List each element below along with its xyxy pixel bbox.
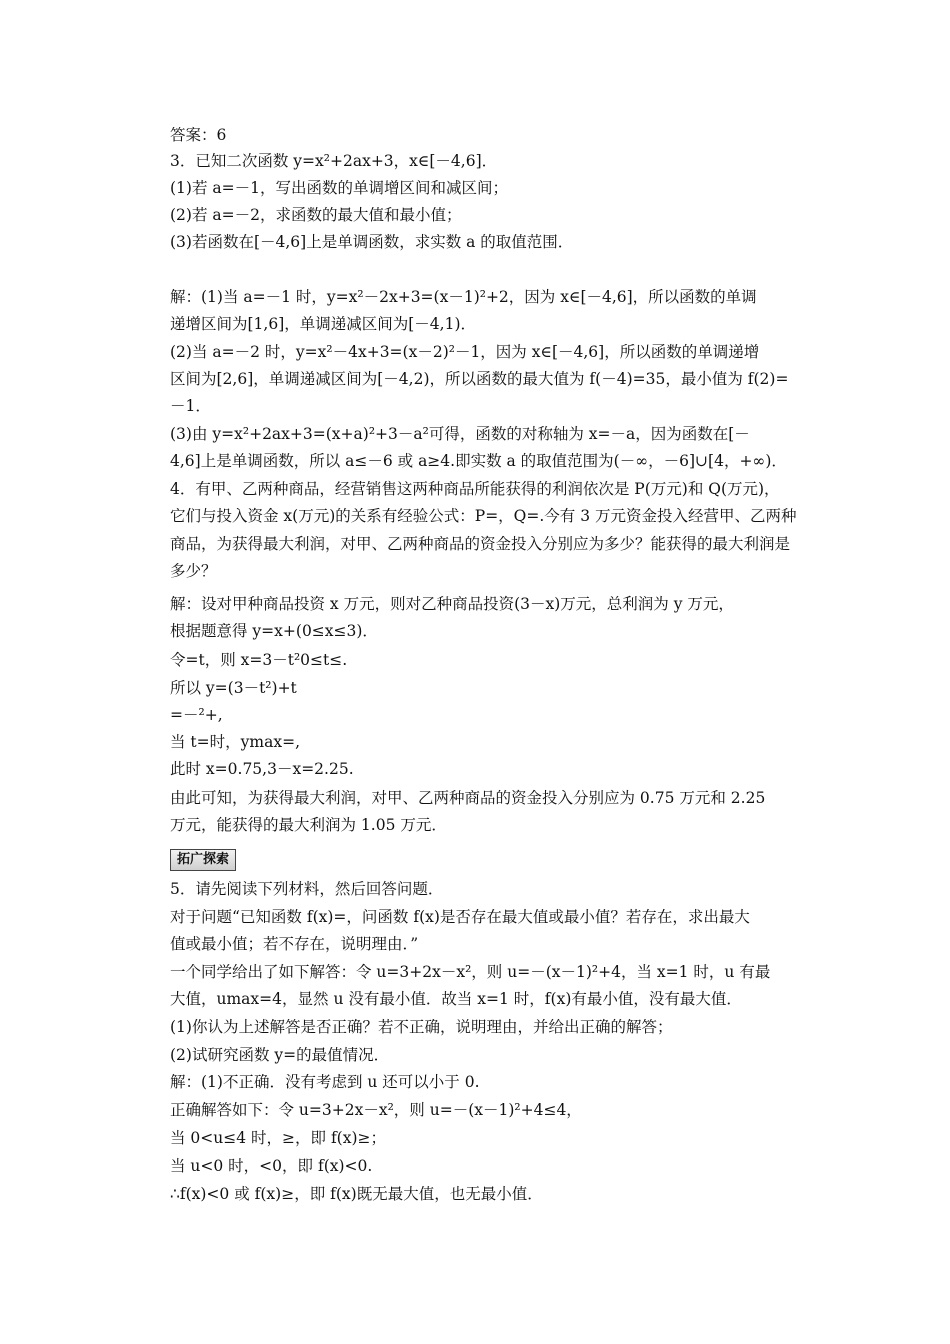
- q4-sol-line7: 此时 x=0.75,3－x=2.25.: [170, 760, 354, 778]
- q3-part2: (2)若 a=－2，求函数的最大值和最小值；: [170, 206, 462, 224]
- q4-stem-line4: 多少？: [170, 562, 217, 580]
- section-badge-extension: 拓广探索: [170, 849, 236, 871]
- q4-sol-line5: =－²+,: [170, 706, 223, 724]
- q4-sol-line1: 解：设对甲种商品投资 x 万元，则对乙种商品投资(3－x)万元，总利润为 y 万元，: [170, 595, 734, 613]
- q4-stem-line1: 4．有甲、乙两种商品，经营销售这两种商品所能获得的利润依次是 P(万元)和 Q(万元)，: [170, 480, 780, 498]
- answer-line: 答案：6: [170, 126, 227, 144]
- q3-part1: (1)若 a=－1，写出函数的单调增区间和减区间；: [170, 179, 508, 197]
- q3-sol3-line1: (3)由 y=x²+2ax+3=(x+a)²+3－a²可得，函数的对称轴为 x=－a，因为函数在[－: [170, 425, 750, 443]
- q3-part3: (3)若函数在[－4,6]上是单调函数，求实数 a 的取值范围．: [170, 233, 574, 251]
- q5-material-line3: 一个同学给出了如下解答：令 u=3+2x－x²，则 u=－(x－1)²+4，当 x=1 时，u 有最: [170, 963, 771, 981]
- q5-part1: (1)你认为上述解答是否正确？若不正确，说明理由，并给出正确的解答；: [170, 1018, 673, 1036]
- q4-sol-line3: 令=t，则 x=3－t²0≤t≤.: [170, 651, 348, 669]
- q3-sol2-line3: －1．: [170, 397, 211, 415]
- q5-material-line1: 对于问题“已知函数 f(x)=，问函数 f(x)是否存在最大值或最小值？若存在，求出最大: [170, 908, 750, 926]
- q5-sol-line5: ∴f(x)<0 或 f(x)≥，即 f(x)既无最大值，也无最小值．: [170, 1185, 543, 1203]
- q3-sol2-line2: 区间为[2,6]，单调递减区间为[－4,2)，所以函数的最大值为 f(－4)=35，最小值为 f(2)=: [170, 370, 789, 388]
- q3-sol2-line1: (2)当 a=－2 时，y=x²－4x+3=(x－2)²－1，因为 x∈[－4,6]，所以函数的单调递增: [170, 343, 760, 361]
- q5-sol-line2: 正确解答如下：令 u=3+2x－x²，则 u=－(x－1)²+4≤4，: [170, 1101, 582, 1119]
- q3-stem: 3．已知二次函数 y=x²+2ax+3，x∈[－4,6]．: [170, 152, 498, 170]
- q4-stem-line3: 商品，为获得最大利润，对甲、乙两种商品的资金投入分别应为多少？能获得的最大利润是: [170, 535, 791, 553]
- q5-material-line4: 大值，umax=4，显然 u 没有最小值．故当 x=1 时，f(x)有最小值，没有最大值．: [170, 990, 742, 1008]
- q4-stem-line2: 它们与投入资金 x(万元)的关系有经验公式：P=，Q=.今有 3 万元资金投入经营甲、乙两种: [170, 507, 797, 525]
- q3-sol1-line1: 解：(1)当 a=－1 时，y=x²－2x+3=(x－1)²+2，因为 x∈[－4,6]，所以函数的单调: [170, 288, 757, 306]
- q4-sol-line4: 所以 y=(3－t²)+t: [170, 679, 297, 697]
- q5-sol-line3: 当 0<u≤4 时，≥，即 f(x)≥；: [170, 1129, 387, 1147]
- q3-sol1-line2: 递增区间为[1,6]，单调递减区间为[－4,1)．: [170, 315, 476, 333]
- q5-sol-line4: 当 u<0 时，<0，即 f(x)<0.: [170, 1157, 373, 1175]
- q4-sol-line6: 当 t=时，ymax=,: [170, 733, 300, 751]
- q4-sol-line2: 根据题意得 y=x+(0≤x≤3)．: [170, 622, 378, 640]
- q5-sol-line1: 解：(1)不正确．没有考虑到 u 还可以小于 0.: [170, 1073, 480, 1091]
- q3-sol3-line2: 4,6]上是单调函数，所以 a≤－6 或 a≥4.即实数 a 的取值范围为(－∞，－6]∪[4，+∞)．: [170, 452, 787, 470]
- q4-sol-line8: 由此可知，为获得最大利润，对甲、乙两种商品的资金投入分别应为 0.75 万元和 2.25: [170, 789, 766, 807]
- q5-stem: 5．请先阅读下列材料，然后回答问题．: [170, 880, 444, 898]
- q4-sol-line9: 万元，能获得的最大利润为 1.05 万元．: [170, 816, 447, 834]
- q5-material-line2: 值或最小值；若不存在，说明理由．”: [170, 935, 419, 953]
- q5-part2: (2)试研究函数 y=的最值情况．: [170, 1046, 390, 1064]
